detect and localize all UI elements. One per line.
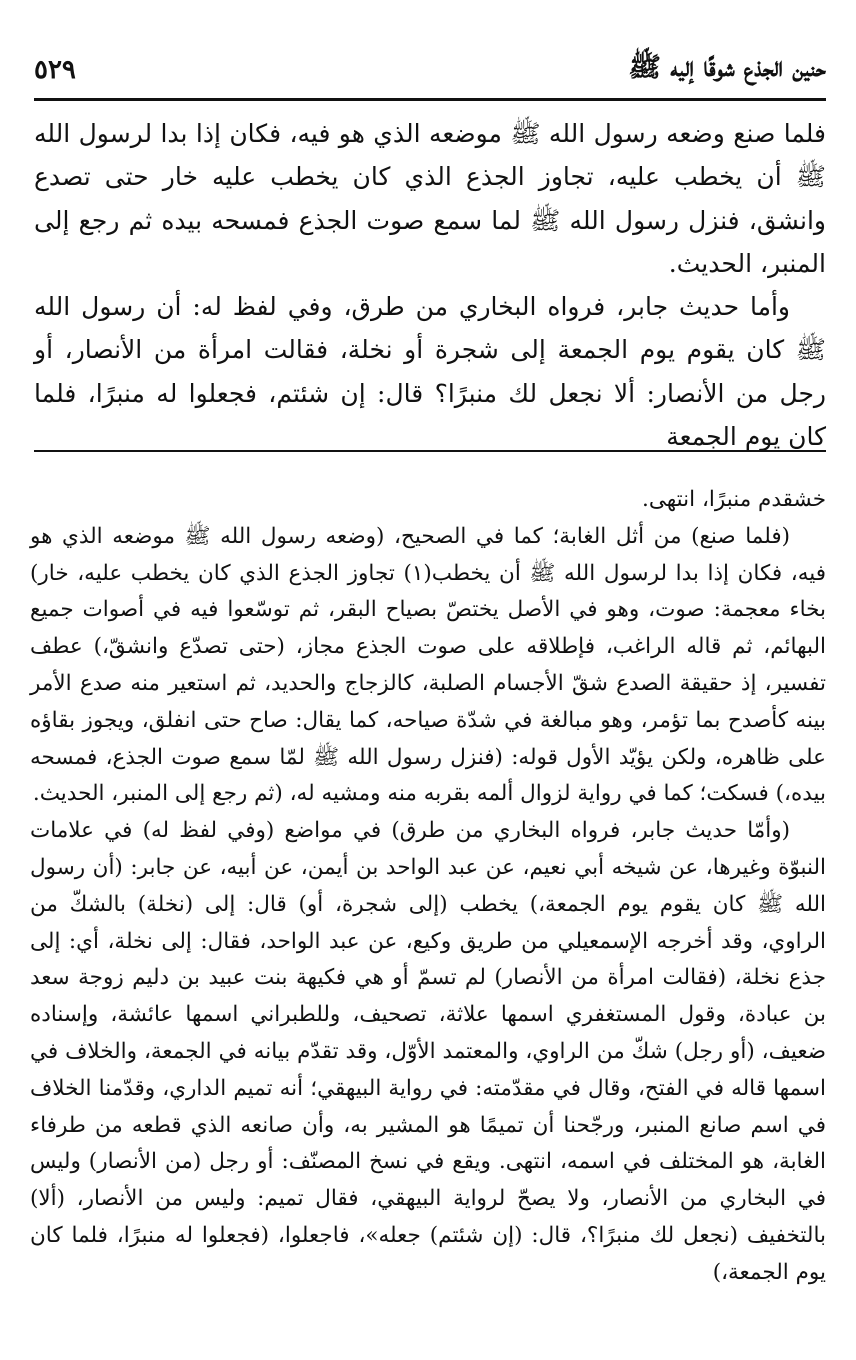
header-rule bbox=[34, 98, 826, 101]
main-text-paragraph: وأما حديث جابر، فرواه البخاري من طرق، وفي لفظ له: أن رسول الله ﷺ كان يقوم يوم الجمعة إلى شجرة أو نخلة، فقالت امرأة من الأنصار، أو رجل من الأنصار: ألا نجعل لك منبرًا؟ قال: إن شئتم، فجعلوا له منبرًا، فلما كان يوم الجمعة bbox=[34, 292, 826, 452]
commentary-paragraph: (فلما صنع) من أثل الغابة؛ كما في الصحيح، (وضعه رسول الله ﷺ موضعه الذي هو فيه، فكان إذا بدا لرسول الله ﷺ أن يخطب(١) تجاوز الجذع الذي كان يخطب عليه، خار) بخاء معجمة: صوت، وهو في الأصل يختصّ بصياح البقر، ثم توسّعوا فيه في أصوات جميع البهائم، ثم قاله الراغب، فإطلاقه على صوت الجذع مجاز، (حتى تصدّع وانشقّ،) عطف تفسير، إذ حقيقة الصدع شقّ الأجسام الصلبة، كالزجاج والحديد، ثم استعير منه صدع الأمر بينه كأصدح بما تؤمر، وهو مبالغة في شدّة صياحه، كما يقال: صاح حتى انفلق، ويجوز بقاؤه على ظاهره، ولكن يؤيّد الأول قوله: (فنزل رسول الله ﷺ لمّا سمع صوت الجذع، فمسحه بيده،) فسكت؛ كما في رواية لزوال ألمه بقربه منه ومشيه له، (ثم رجع إلى المنبر، الحديث. bbox=[30, 523, 826, 807]
page-header bbox=[34, 48, 826, 92]
section-divider bbox=[34, 450, 826, 452]
commentary-paragraph: خشقدم منبرًا، انتهى. bbox=[642, 487, 826, 512]
main-text-paragraph: فلما صنع وضعه رسول الله ﷺ موضعه الذي هو فيه، فكان إذا بدا لرسول الله ﷺ أن يخطب عليه، تجاوز الجذع الذي كان يخطب عليه خار حتى تصدع وانشق، فنزل رسول الله ﷺ لما سمع صوت الجذع فمسحه بيده ثم رجع إلى المنبر، الحديث. bbox=[34, 119, 826, 278]
commentary-paragraph: (وأمّا حديث جابر، فرواه البخاري من طرق) في مواضع (وفي لفظ له) في علامات النبوّة وغيرها، عن شيخه أبي نعيم، عن عبد الواحد بن أيمن، عن أبيه، عن جابر: (أن رسول الله ﷺ كان يقوم يوم الجمعة،) يخطب (إلى شجرة، أو) قال: إلى (نخلة) بالشكّ من الراوي، وقد أخرجه الإسمعيلي من طريق وكيع، عن عبد الواحد، فقال: إلى نخلة، أي: إلى جذع نخلة، (فقالت امرأة من الأنصار) لم تسمّ أو هي فكيهة بنت عبيد بن دليم زوجة سعد بن عبادة، وقول المستغفري اسمها علاثة، تصحيف، وللطبراني اسمها عائشة، وإسناده ضعيف، (أو رجل) شكّ من الراوي، والمعتمد الأوّل، وقد تقدّم بيانه في الجمعة، والخلاف في اسمها قاله في الفتح، وقال في مقدّمته: في رواية البيهقي؛ أنه تميم الداري، وقدّمنا الخلاف في اسم صانع المنبر، ورجّحنا أن تميمًا هو المشير به، وأن صانعه الذي قطعه من طرفاء الغابة، هو المختلف في اسمه، انتهى. ويقع في نسخ المصنّف: أو رجل (من الأنصار) وليس في البخاري من الأنصار، ولا يصحّ لرواية البيهقي، فقال تميم: وليس من الأنصار، (ألا) بالتخفيف (نجعل لك منبرًا؟، قال: (إن شئتم) جعله»، فاجعلوا، (فجعلوا له منبرًا، فلما كان يوم الجمعة،) bbox=[30, 818, 826, 1285]
commentary-text bbox=[30, 482, 826, 1292]
running-title: حنين الجذع شوقًا إليه ﷺ bbox=[628, 52, 826, 83]
page-number: ٥٢٩ bbox=[34, 55, 76, 85]
main-text bbox=[34, 112, 826, 458]
